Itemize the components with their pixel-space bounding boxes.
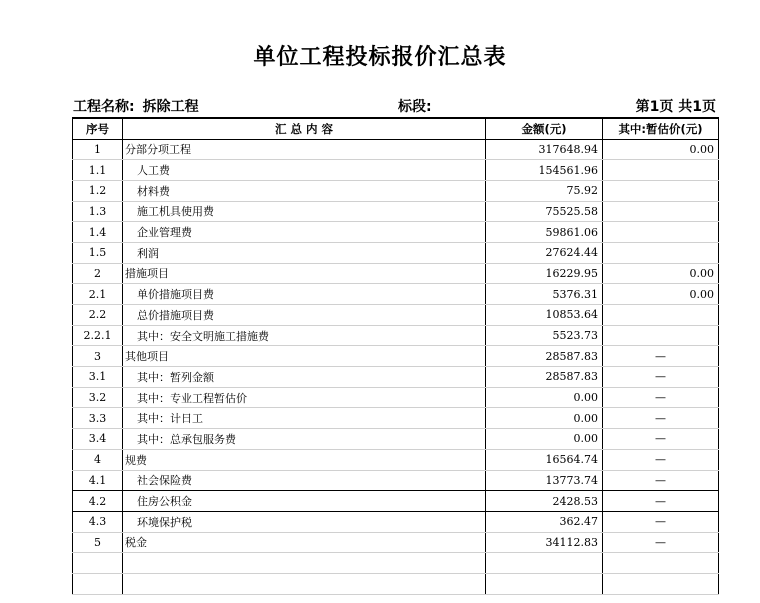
table-row [73,429,719,450]
row-provisional: 0.00 [603,284,719,305]
row-provisional: — [603,470,719,491]
table-header-row [73,118,719,139]
row-amount: 0.00 [486,408,603,429]
row-seq: 3.3 [73,408,123,429]
row-content: 其中：总承包服务费 [123,429,486,450]
row-seq: 3.4 [73,429,123,450]
row-amount: 5376.31 [486,284,603,305]
table-row [73,573,719,594]
row-content: 其中：暂列金额 [123,367,486,388]
table-row [73,160,719,181]
row-seq: 3 [73,346,123,367]
row-amount: 27624.44 [486,242,603,263]
row-provisional: — [603,387,719,408]
row-provisional [603,573,719,594]
row-provisional [603,325,719,346]
table-row [73,532,719,553]
table-row [73,449,719,470]
row-seq: 5 [73,532,123,553]
row-seq: 4.1 [73,470,123,491]
row-content: 利润 [123,242,486,263]
row-amount: 28587.83 [486,346,603,367]
table-row [73,201,719,222]
row-content: 其中：安全文明施工措施费 [123,325,486,346]
row-content: 企业管理费 [123,222,486,243]
section-label: 标段: [398,99,432,115]
table-row [73,346,719,367]
table-row [73,305,719,326]
project-name-line [73,96,199,116]
table-row [73,387,719,408]
row-seq [73,573,123,594]
row-seq: 2.1 [73,284,123,305]
row-amount: 75.92 [486,180,603,201]
row-seq: 4.2 [73,491,123,512]
row-content: 人工费 [123,160,486,181]
row-amount: 2428.53 [486,491,603,512]
table-row [73,242,719,263]
row-content: 其中：专业工程暂估价 [123,387,486,408]
row-provisional: — [603,408,719,429]
row-amount: 317648.94 [486,139,603,160]
row-amount [486,553,603,574]
row-seq: 1.2 [73,180,123,201]
row-provisional: 0.00 [603,263,719,284]
table-row [73,284,719,305]
row-content: 材料费 [123,180,486,201]
row-amount: 28587.83 [486,367,603,388]
row-seq: 1.5 [73,242,123,263]
row-amount: 34112.83 [486,532,603,553]
row-content: 环境保护税 [123,511,486,532]
row-seq: 1.4 [73,222,123,243]
row-content [123,553,486,574]
row-content: 其中：计日工 [123,408,486,429]
row-content [123,573,486,594]
row-seq: 2.2 [73,305,123,326]
row-amount: 154561.96 [486,160,603,181]
row-provisional [603,553,719,574]
table-row [73,491,719,512]
table-row [73,511,719,532]
project-name: 拆除工程 [142,99,199,115]
table-row [73,180,719,201]
row-seq: 1.3 [73,201,123,222]
header-provisional: 其中:暂估价(元) [603,118,719,139]
row-seq: 1 [73,139,123,160]
row-content: 分部分项工程 [123,139,486,160]
table-row [73,408,719,429]
project-label: 工程名称: [73,99,135,115]
table-row [73,222,719,243]
row-amount: 59861.06 [486,222,603,243]
row-provisional [603,305,719,326]
row-seq [73,553,123,574]
table-row [73,263,719,284]
header-seq: 序号 [73,118,123,139]
table-row [73,367,719,388]
row-seq: 4 [73,449,123,470]
row-content: 社会保险费 [123,470,486,491]
row-content: 单价措施项目费 [123,284,486,305]
row-content: 住房公积金 [123,491,486,512]
page-title: 单位工程投标报价汇总表 [253,45,507,70]
summary-table [72,117,719,595]
row-provisional [603,242,719,263]
row-provisional: 0.00 [603,139,719,160]
row-seq: 2.2.1 [73,325,123,346]
row-amount: 10853.64 [486,305,603,326]
row-amount: 16229.95 [486,263,603,284]
row-provisional: — [603,449,719,470]
row-amount [486,573,603,594]
row-seq: 3.1 [73,367,123,388]
table-row [73,325,719,346]
row-provisional [603,222,719,243]
row-amount: 13773.74 [486,470,603,491]
row-content: 税金 [123,532,486,553]
row-seq: 1.1 [73,160,123,181]
row-content: 规费 [123,449,486,470]
row-seq: 2 [73,263,123,284]
table-row [73,470,719,491]
row-provisional: — [603,532,719,553]
row-seq: 4.3 [73,511,123,532]
row-content: 总价措施项目费 [123,305,486,326]
row-amount: 0.00 [486,387,603,408]
row-provisional: — [603,346,719,367]
row-seq: 3.2 [73,387,123,408]
row-amount: 362.47 [486,511,603,532]
table-row [73,139,719,160]
table-row [73,553,719,574]
row-provisional: — [603,491,719,512]
header-amount: 金额(元) [486,118,603,139]
row-provisional: — [603,511,719,532]
row-provisional [603,160,719,181]
row-amount: 75525.58 [486,201,603,222]
row-provisional [603,180,719,201]
row-content: 施工机具使用费 [123,201,486,222]
row-content: 措施项目 [123,263,486,284]
header-content: 汇 总 内 容 [123,118,486,139]
row-amount: 16564.74 [486,449,603,470]
row-amount: 5523.73 [486,325,603,346]
row-content: 其他项目 [123,346,486,367]
row-provisional: — [603,367,719,388]
row-amount: 0.00 [486,429,603,450]
page-info: 第1页 共1页 [635,99,716,115]
row-provisional [603,201,719,222]
row-provisional: — [603,429,719,450]
table-body [73,139,719,594]
